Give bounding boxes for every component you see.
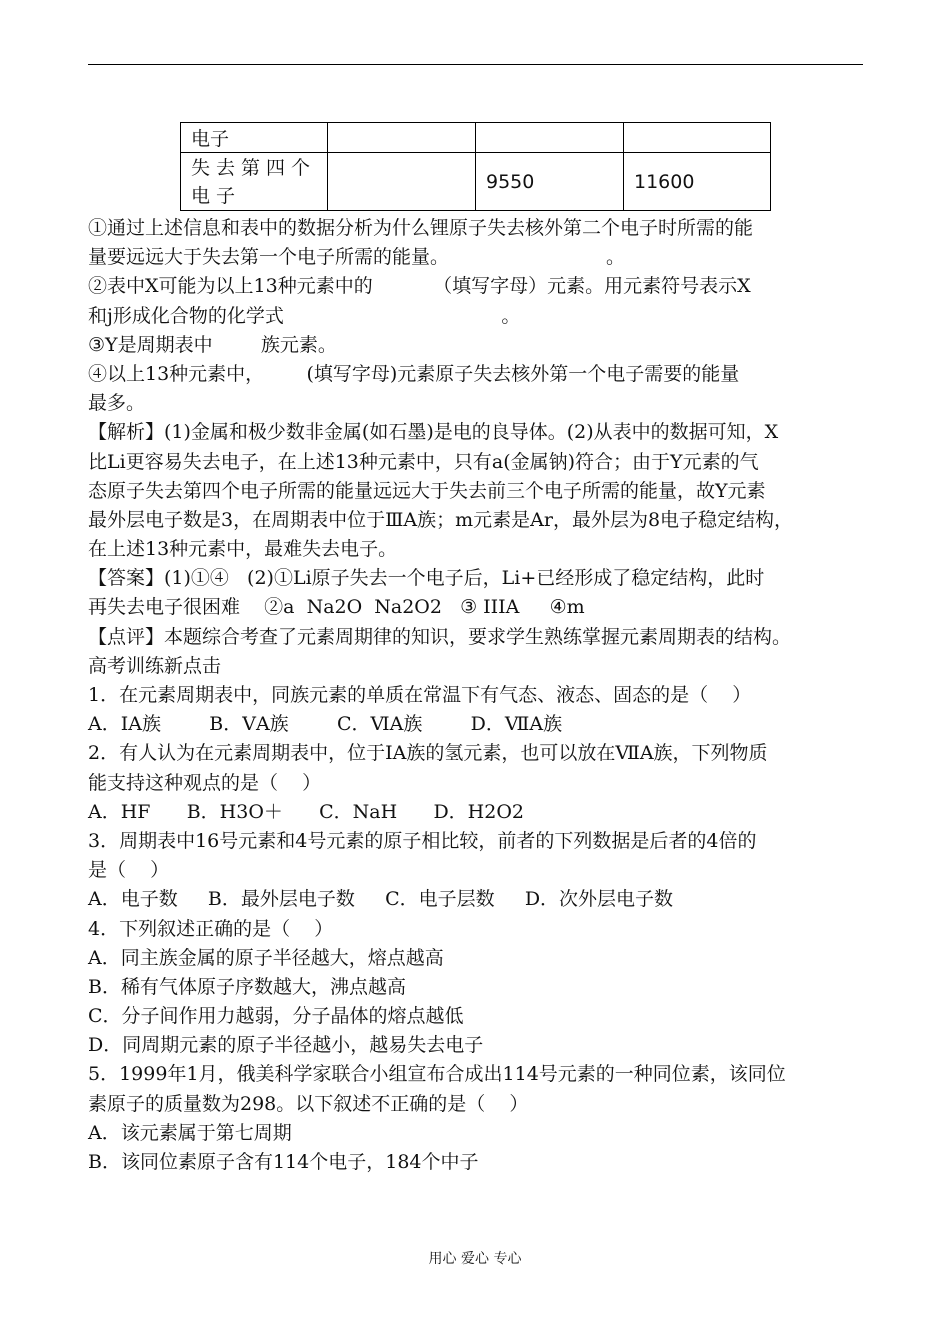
question-line: 能支持这种观点的是（ ） [88, 771, 322, 794]
option-line: C．分子间作用力越弱，分子晶体的熔点越低 [88, 1005, 464, 1028]
answer-line: 【答案】(1)①④ (2)①Li原子失去一个电子后，Li+已经形成了稳定结构，此时 [88, 567, 765, 590]
option-line: B．该同位素原子含有114个电子，184个中子 [88, 1151, 479, 1173]
document-body [88, 214, 868, 1177]
text-line: ③Y是周期表中 族元素。 [88, 333, 337, 356]
table-cell-label-line: 电子 [191, 184, 242, 207]
table-cell: 9550 [476, 153, 624, 211]
ionization-energy-table [180, 122, 771, 211]
analysis-line: 【解析】(1)金属和极少数非金属(如石墨)是电的良导体。(2)从表中的数据可知，X [88, 421, 779, 444]
question-line: 2．有人认为在元素周期表中，位于ⅠA族的氢元素，也可以放在ⅦA族，下列物质 [88, 742, 768, 765]
analysis-line: 在上述13种元素中，最难失去电子。 [88, 538, 398, 561]
question-line: 5．1999年1月，俄美科学家联合小组宣布合成出114号元素的一种同位素，该同位 [88, 1063, 786, 1086]
table-row [181, 123, 771, 153]
option-line: A．HF B．H3O＋ C．NaH D．H2O2 [88, 800, 524, 823]
option-line: A．该元素属于第七周期 [88, 1121, 292, 1144]
text-line: ①通过上述信息和表中的数据分析为什么锂原子失去核外第二个电子时所需的能 [88, 217, 754, 239]
page-footer: 用心 爱心 专心 [428, 1251, 522, 1267]
table-cell-label [181, 153, 328, 211]
analysis-line: 比Li更容易失去电子，在上述13种元素中，只有a(金属钠)符合；由于Y元素的气 [88, 450, 759, 473]
table-row [181, 153, 771, 211]
option-line: A．ⅠA族 B．ⅤA族 C．ⅥA族 D．ⅦA族 [88, 713, 563, 736]
comment-line: 【点评】本题综合考查了元素周期律的知识，要求学生熟练掌握元素周期表的结构。 [88, 625, 792, 648]
analysis-line: 态原子失去第四个电子所需的能量远远大于失去前三个电子所需的能量，故Y元素 [88, 479, 766, 502]
table-cell-label-line: 失去第四个 [191, 156, 317, 179]
option-line: D．同周期元素的原子半径越小，越易失去电子 [88, 1034, 484, 1057]
text-line: 量要远远大于失去第一个电子所需的能量。 。 [88, 246, 626, 269]
table-cell [476, 123, 624, 153]
table-cell [328, 153, 476, 211]
question-line: 4．下列叙述正确的是（ ） [88, 917, 334, 940]
analysis-line: 最外层电子数是3，在周期表中位于ⅢA族；m元素是Ar，最外层为8电子稳定结构， [88, 508, 794, 531]
table-cell [624, 123, 771, 153]
question-line: 素原子的质量数为298。以下叙述不正确的是（ ） [88, 1092, 529, 1115]
answer-line: 再失去电子很困难 ②a Na2O Na2O2 ③ IIIA ④m [88, 596, 585, 619]
text-line: 和j形成化合物的化学式 。 [88, 304, 521, 327]
option-line: B．稀有气体原子序数越大，沸点越高 [88, 975, 406, 998]
table-cell-label: 电子 [181, 123, 328, 153]
option-line: A．电子数 B．最外层电子数 C．电子层数 D．次外层电子数 [88, 888, 674, 911]
text-line: 最多。 [88, 392, 146, 415]
table-cell [328, 123, 476, 153]
header-rule [88, 64, 863, 65]
question-line: 是（ ） [88, 859, 170, 882]
question-line: 1．在元素周期表中，同族元素的单质在常温下有气态、液态、固态的是（ ） [88, 684, 752, 706]
option-line: A．同主族金属的原子半径越大，熔点越高 [88, 946, 444, 969]
question-line: 3．周期表中16号元素和4号元素的原子相比较，前者的下列数据是后者的4倍的 [88, 829, 757, 852]
section-heading: 高考训练新点击 [88, 654, 222, 677]
table-cell: 11600 [624, 153, 771, 211]
text-line: ②表中X可能为以上13种元素中的 （填写字母）元素。用元素符号表示X [88, 275, 751, 298]
text-line: ④以上13种元素中， (填写字母)元素原子失去核外第一个电子需要的能量 [88, 362, 740, 385]
